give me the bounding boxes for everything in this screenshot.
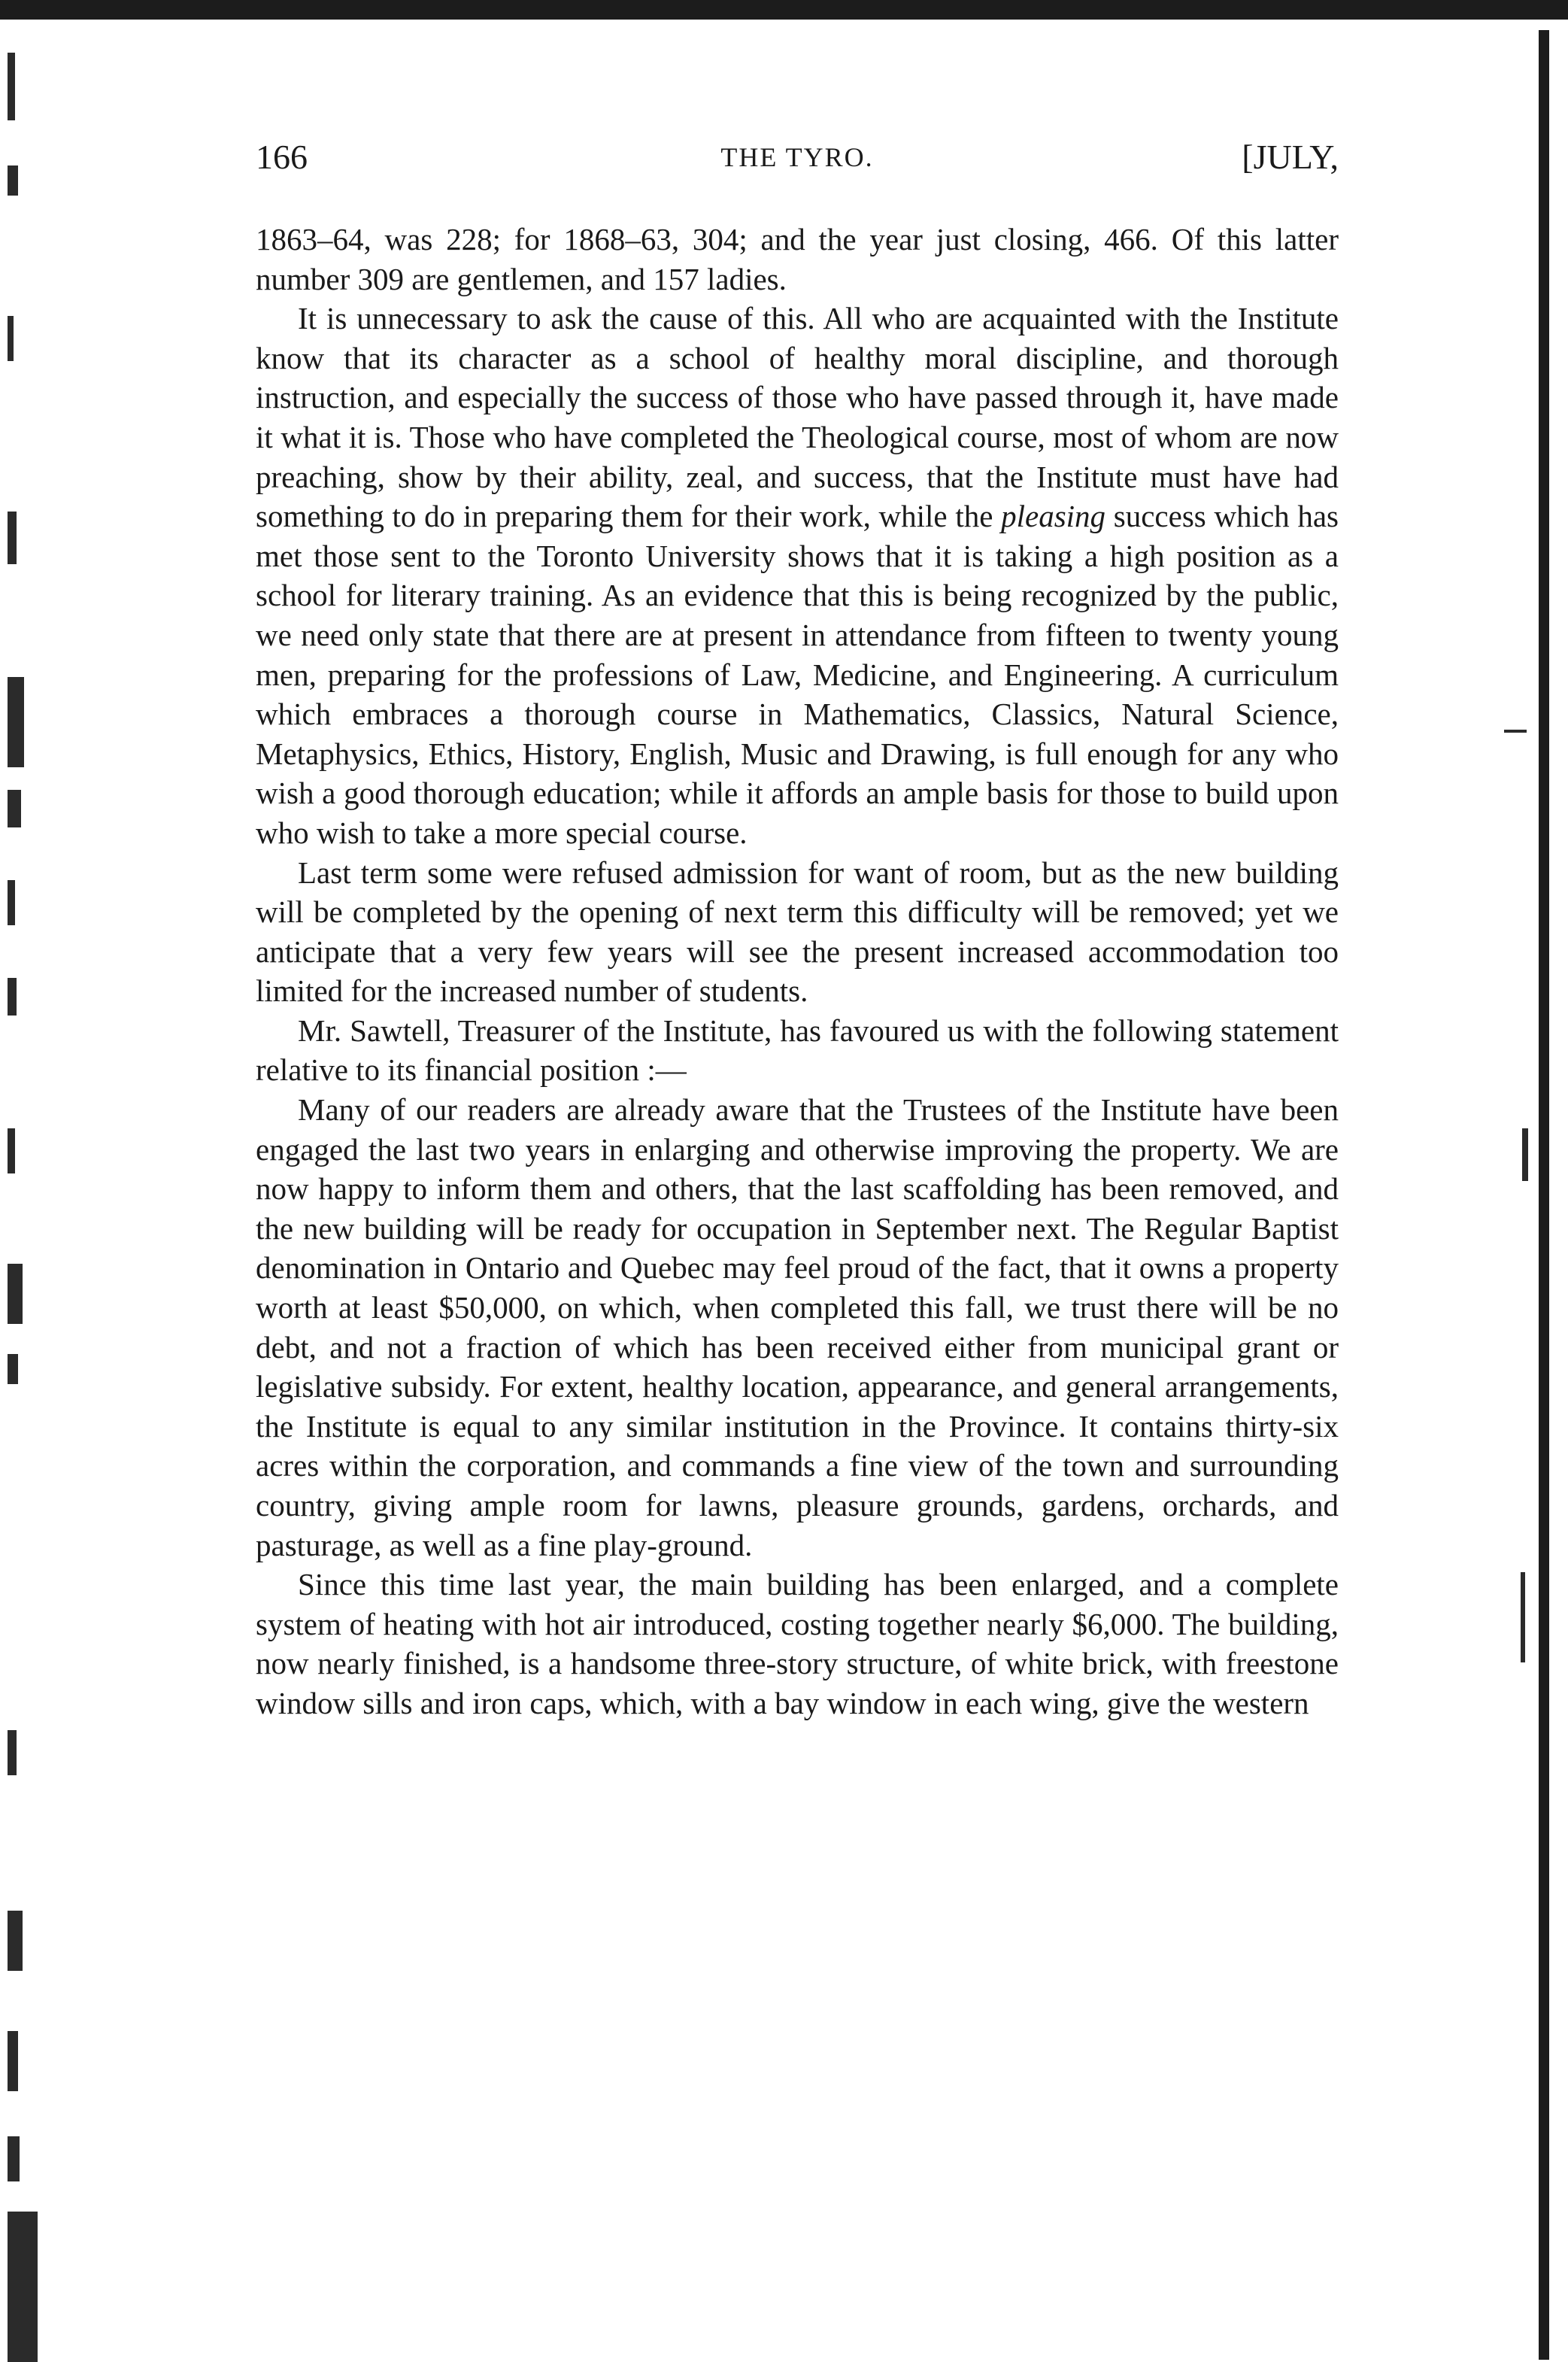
paragraph: Mr. Sawtell, Treasurer of the Institute, has favoured us with the following statement relative to its financial position :— [256,1013,1339,1088]
issue-date: [JULY, [1242,138,1339,176]
right-margin-bracket [1522,1128,1528,1181]
top-border-rule [0,0,1568,20]
emphasized-word: pleasing [1001,499,1106,534]
running-header [256,137,1339,190]
right-margin-bracket-lower [1521,1572,1525,1662]
paragraph: Since this time last year, the main building has been enlarged, and a complete system of heating with hot air introduced, costing together nearly $6,000. The building, now nearly finished, is a handsome three-story structure, of white brick, with freestone window sills and iron caps, which, with a bay window in each wing, give the western [256,1567,1339,1720]
page-number: 166 [256,138,308,176]
paragraph: Many of our readers are already aware that the Trustees of the Institute have been engaged the last two years in enlarging and otherwise improving the property. We are now happy to inform them and others, that the last scaffolding has been removed, and the new building will be ready for occupation in September next. The Regular Baptist denomination in Ontario and Quebec may feel proud of the fact, that it owns a property worth at least $50,000, on which, when completed this fall, we trust there will be no debt, and not a fraction of which has been received either from municipal grant or legislative subsidy. For extent, healthy location, appearance, and general arrangements, the Institute is equal to any similar institution in the Province. It contains thirty-six acres within the corporation, and commands a fine view of the town and surrounding country, giving ample room for lawns, pleasure grounds, gardens, orchards, and pasturage, as well as a fine play-ground. [256,1092,1339,1562]
article-body [256,220,1339,1723]
paragraph [256,299,1339,852]
paragraph: 1863–64, was 228; for 1868–63, 304; and the year just closing, 466. Of this latter number 309 are gentlemen, and 157 ladies. [256,222,1339,296]
journal-title: THE TYRO. [720,142,874,172]
paragraph: Last term some were refused admission for want of room, but as the new building will be completed by the opening of next term this difficulty will be removed; yet we anticipate that a very few years will see the present increased accommodation too limited for the increased number of students. [256,855,1339,1009]
paragraph-text: It is unnecessary to ask the cause of this. All who are acquainted with the Institute know that its character as a school of healthy moral discipline, and thorough instruction, and especially the success of those who have passed through it, have made it what it is. Those who have completed the Theological course, most of whom are now preaching, show by their ability, zeal, and success, that the Institute must have had something to do in preparing them for their work, while the [256,301,1339,534]
right-margin-dash [1504,730,1527,733]
paragraph-text: success which has met those sent to the Toronto University shows that it is taking a high position as a school for literary training. As an evidence that this is being recognized by the public, we need only state that there are at present in attendance from fifteen to twenty young men, preparing for the professions of Law, Medicine, and Engineering. A curriculum which embraces a thorough course in Mathematics, Classics, Natural Science, Metaphysics, Ethics, History, English, Music and Drawing, is full enough for any who wish a good thorough education; while it affords an ample basis for those to build upon who wish to take a more special course. [256,499,1339,850]
left-margin-bleed [0,30,68,2360]
right-border-rule [1539,30,1549,2360]
